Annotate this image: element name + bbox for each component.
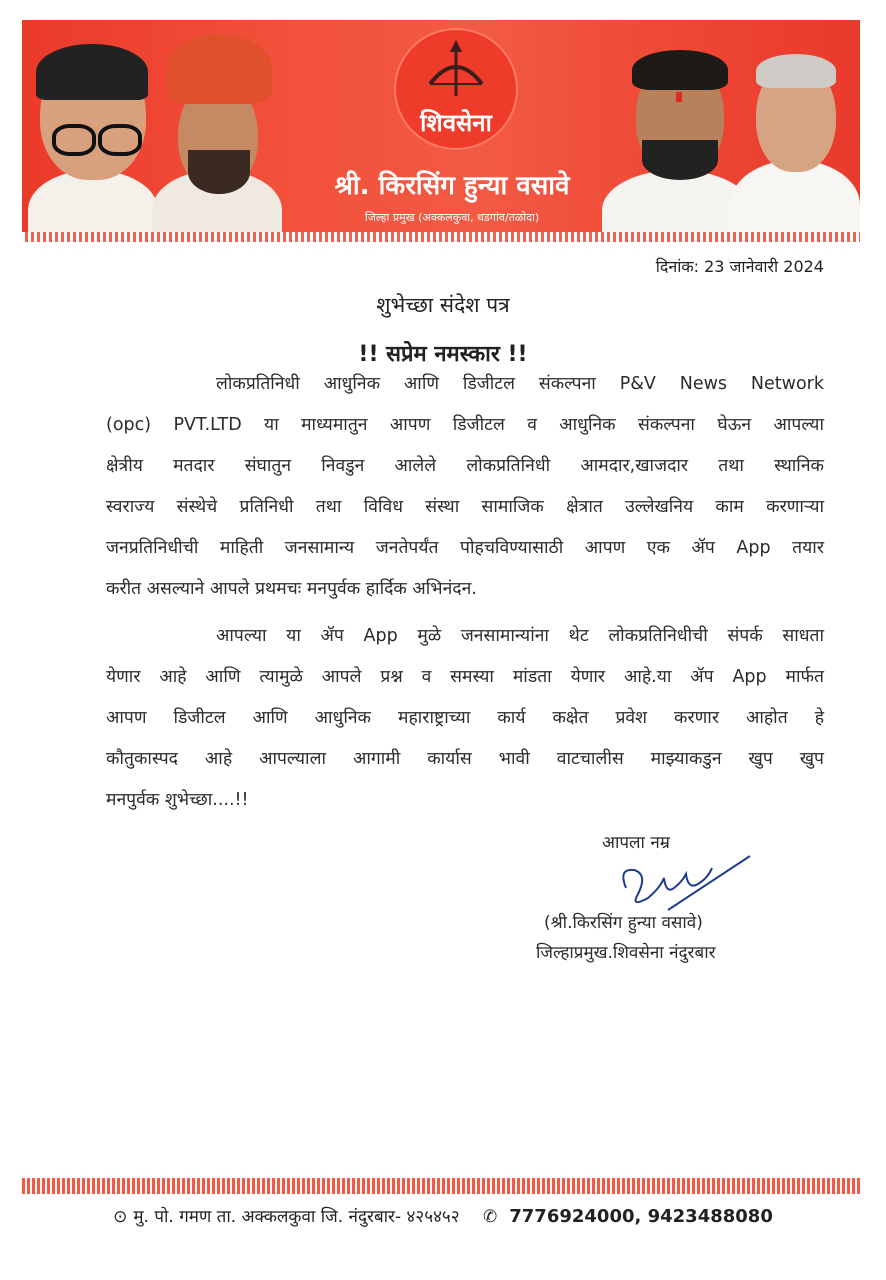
paragraph-line: क्षेत्रीय मतदार संघातुन निवडुन आलेले लोकप्रतिनिधी आमदार,खाजदार तथा स्थानिक <box>106 456 824 476</box>
body-paragraph-2 <box>106 616 824 821</box>
paragraph-line: लोकप्रतिनिधी आधुनिक आणि डिजीटल संकल्पना P&V News Network <box>216 374 824 394</box>
paragraph-line: कौतुकास्पद आहे आपल्याला आगामी कार्यास भावी वाटचालीस माझ्याकडुन खुप खुप <box>106 749 824 769</box>
letter-greeting: !! सप्रेम नमस्कार !! <box>358 342 528 367</box>
party-emblem <box>394 28 518 150</box>
footer-contact <box>0 1204 886 1227</box>
portrait-photo-4 <box>730 20 860 232</box>
body-paragraph-1 <box>106 364 824 610</box>
letterhead-banner <box>22 20 860 242</box>
portrait-photo-1 <box>22 20 162 232</box>
portrait-photo-3 <box>602 20 742 232</box>
party-name: शिवसेना <box>420 109 492 137</box>
signatory-name: (श्री.किरसिंग हुन्या वसावे) <box>544 913 703 933</box>
paragraph-line: करीत असल्याने आपले प्रथमचः मनपुर्वक हार्दिक अभिनंदन. <box>106 579 477 599</box>
paragraph-line: मनपुर्वक शुभेच्छा....!! <box>106 790 249 810</box>
signatory-designation: जिल्हाप्रमुख.शिवसेना नंदुरबार <box>536 943 716 963</box>
paragraph-line: जनप्रतिनिधीची माहिती जनसामान्य जनतेपर्यंत पोहचविण्यासाठी आपण एक ॲप App तयार <box>106 538 824 558</box>
paragraph-line: येणार आहे आणि त्यामुळे आपले प्रश्न व समस्या मांडता येणार आहे.या ॲप App मार्फत <box>106 667 824 687</box>
footer-phones: 7776924000, 9423488080 <box>509 1206 773 1227</box>
footer-decorative-border <box>22 1178 860 1194</box>
bow-and-arrow-icon <box>424 40 488 104</box>
paragraph-line: आपण डिजीटल आणि आधुनिक महाराष्ट्राच्या कार्य कक्षेत प्रवेश करणार आहोत हे <box>106 708 824 728</box>
banner-decorative-border <box>22 232 860 242</box>
location-pin-icon: ⊙ <box>113 1207 128 1227</box>
closing-salutation: आपला नम्र <box>602 833 670 853</box>
paragraph-line: आपल्या या ॲप App मुळे जनसामान्यांना थेट लोकप्रतिनिधीची संपर्क साधता <box>216 626 824 646</box>
handwritten-signature <box>608 848 758 918</box>
footer-address: मु. पो. गमण ता. अक्कलकुवा जि. नंदुरबार- ४२५४५२ <box>133 1207 460 1227</box>
leader-name: श्री. किरसिंग हुन्या वसावे <box>334 171 570 201</box>
paragraph-line: (opc) PVT.LTD या माध्यमातुन आपण डिजीटल व आधुनिक संकल्पना घेऊन आपल्या <box>106 415 824 435</box>
portrait-photo-2 <box>152 20 282 232</box>
paragraph-line: स्वराज्य संस्थेचे प्रतिनिधी तथा विविध संस्था सामाजिक क्षेत्रात उल्लेखनिय काम करणाऱ्या <box>106 497 824 517</box>
letter-date: दिनांक: 23 जानेवारी 2024 <box>655 257 824 276</box>
letter-title: शुभेच्छा संदेश पत्र <box>376 293 510 317</box>
phone-icon: ✆ <box>483 1207 498 1227</box>
leader-designation: जिल्हा प्रमुख (अक्कलकुवा, धडगांव/तळोदा) <box>364 211 540 224</box>
